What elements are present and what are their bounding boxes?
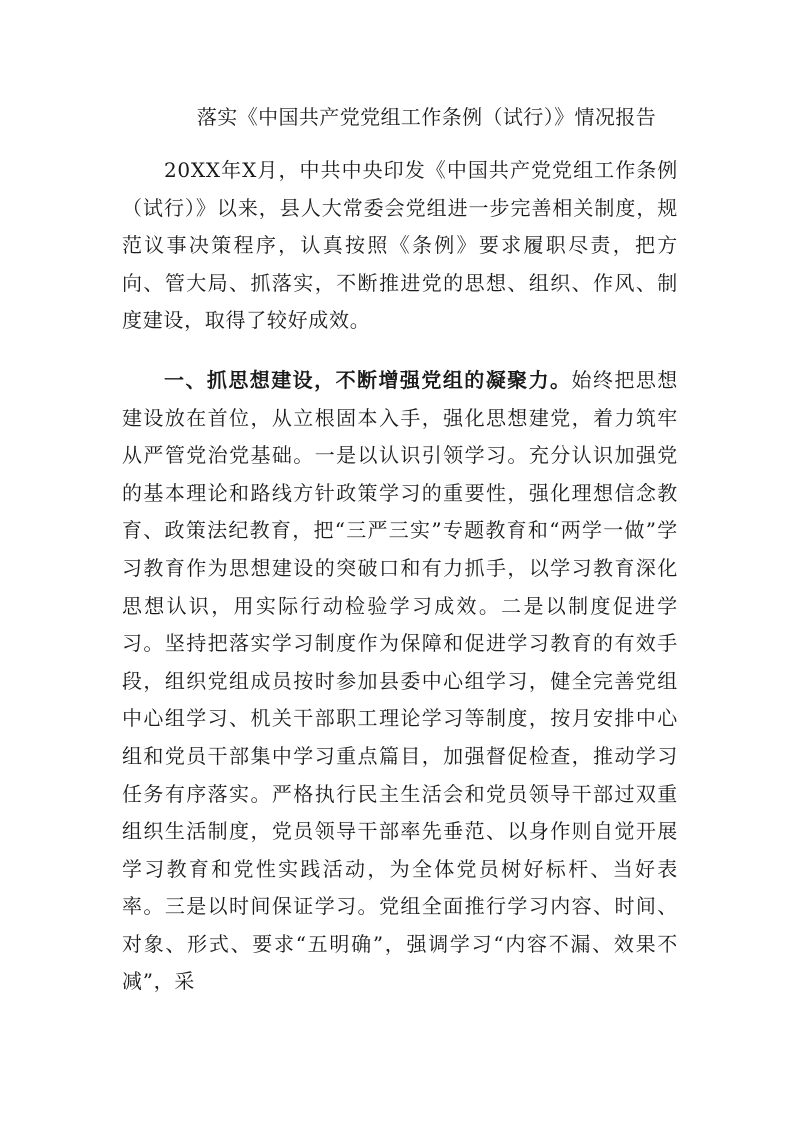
paragraph-section-1 — [122, 362, 678, 1001]
paragraph-intro-text: 20XX年X月，中共中央印发《中国共产党党组工作条例（试行）》以来，县人大常委会党组进一步完善相关制度，规范议事决策程序，认真按照《条例》要求履职尽责，把方向、管大局、抓落实，不断推进党的思想、组织、作风、制度建设，取得了较好成效。 — [122, 158, 678, 333]
paragraph-intro — [122, 152, 678, 340]
document-body — [122, 152, 678, 1001]
section-1-heading: 一、抓思想建设，不断增强党组的凝聚力。 — [164, 367, 572, 392]
section-1-text: 始终把思想建设放在首位，从立根固本入手，强化思想建党，着力筑牢从严管党治党基础。一是以认识引领学习。充分认识加强党的基本理论和路线方针政策学习的重要性，强化理想信念教育、政策法纪教育，把“三严三实”专题教育和“两学一做”学习教育作为思想建设的突破口和有力抓手，以学习教育深化思想认识，用实际行动检验学习成效。二是以制度促进学习。坚持把落实学习制度作为保障和促进学习教育的有效手段，组织党组成员按时参加县委中心组学习，健全完善党组中心组学习、机关干部职工理论学习等制度，按月安排中心组和党员干部集中学习重点篇目，加强督促检查，推动学习任务有序落实。严格执行民主生活会和党员领导干部过双重组织生活制度，党员领导干部率先垂范、以身作则自觉开展学习教育和党性实践活动，为全体党员树好标杆、当好表率。三是以时间保证学习。党组全面推行学习内容、时间、对象、形式、要求“五明确”，强调学习“内容不漏、效果不减”，采 — [122, 367, 678, 994]
document-title: 落实《中国共产党党组工作条例（试行）》情况报告 — [196, 105, 657, 129]
